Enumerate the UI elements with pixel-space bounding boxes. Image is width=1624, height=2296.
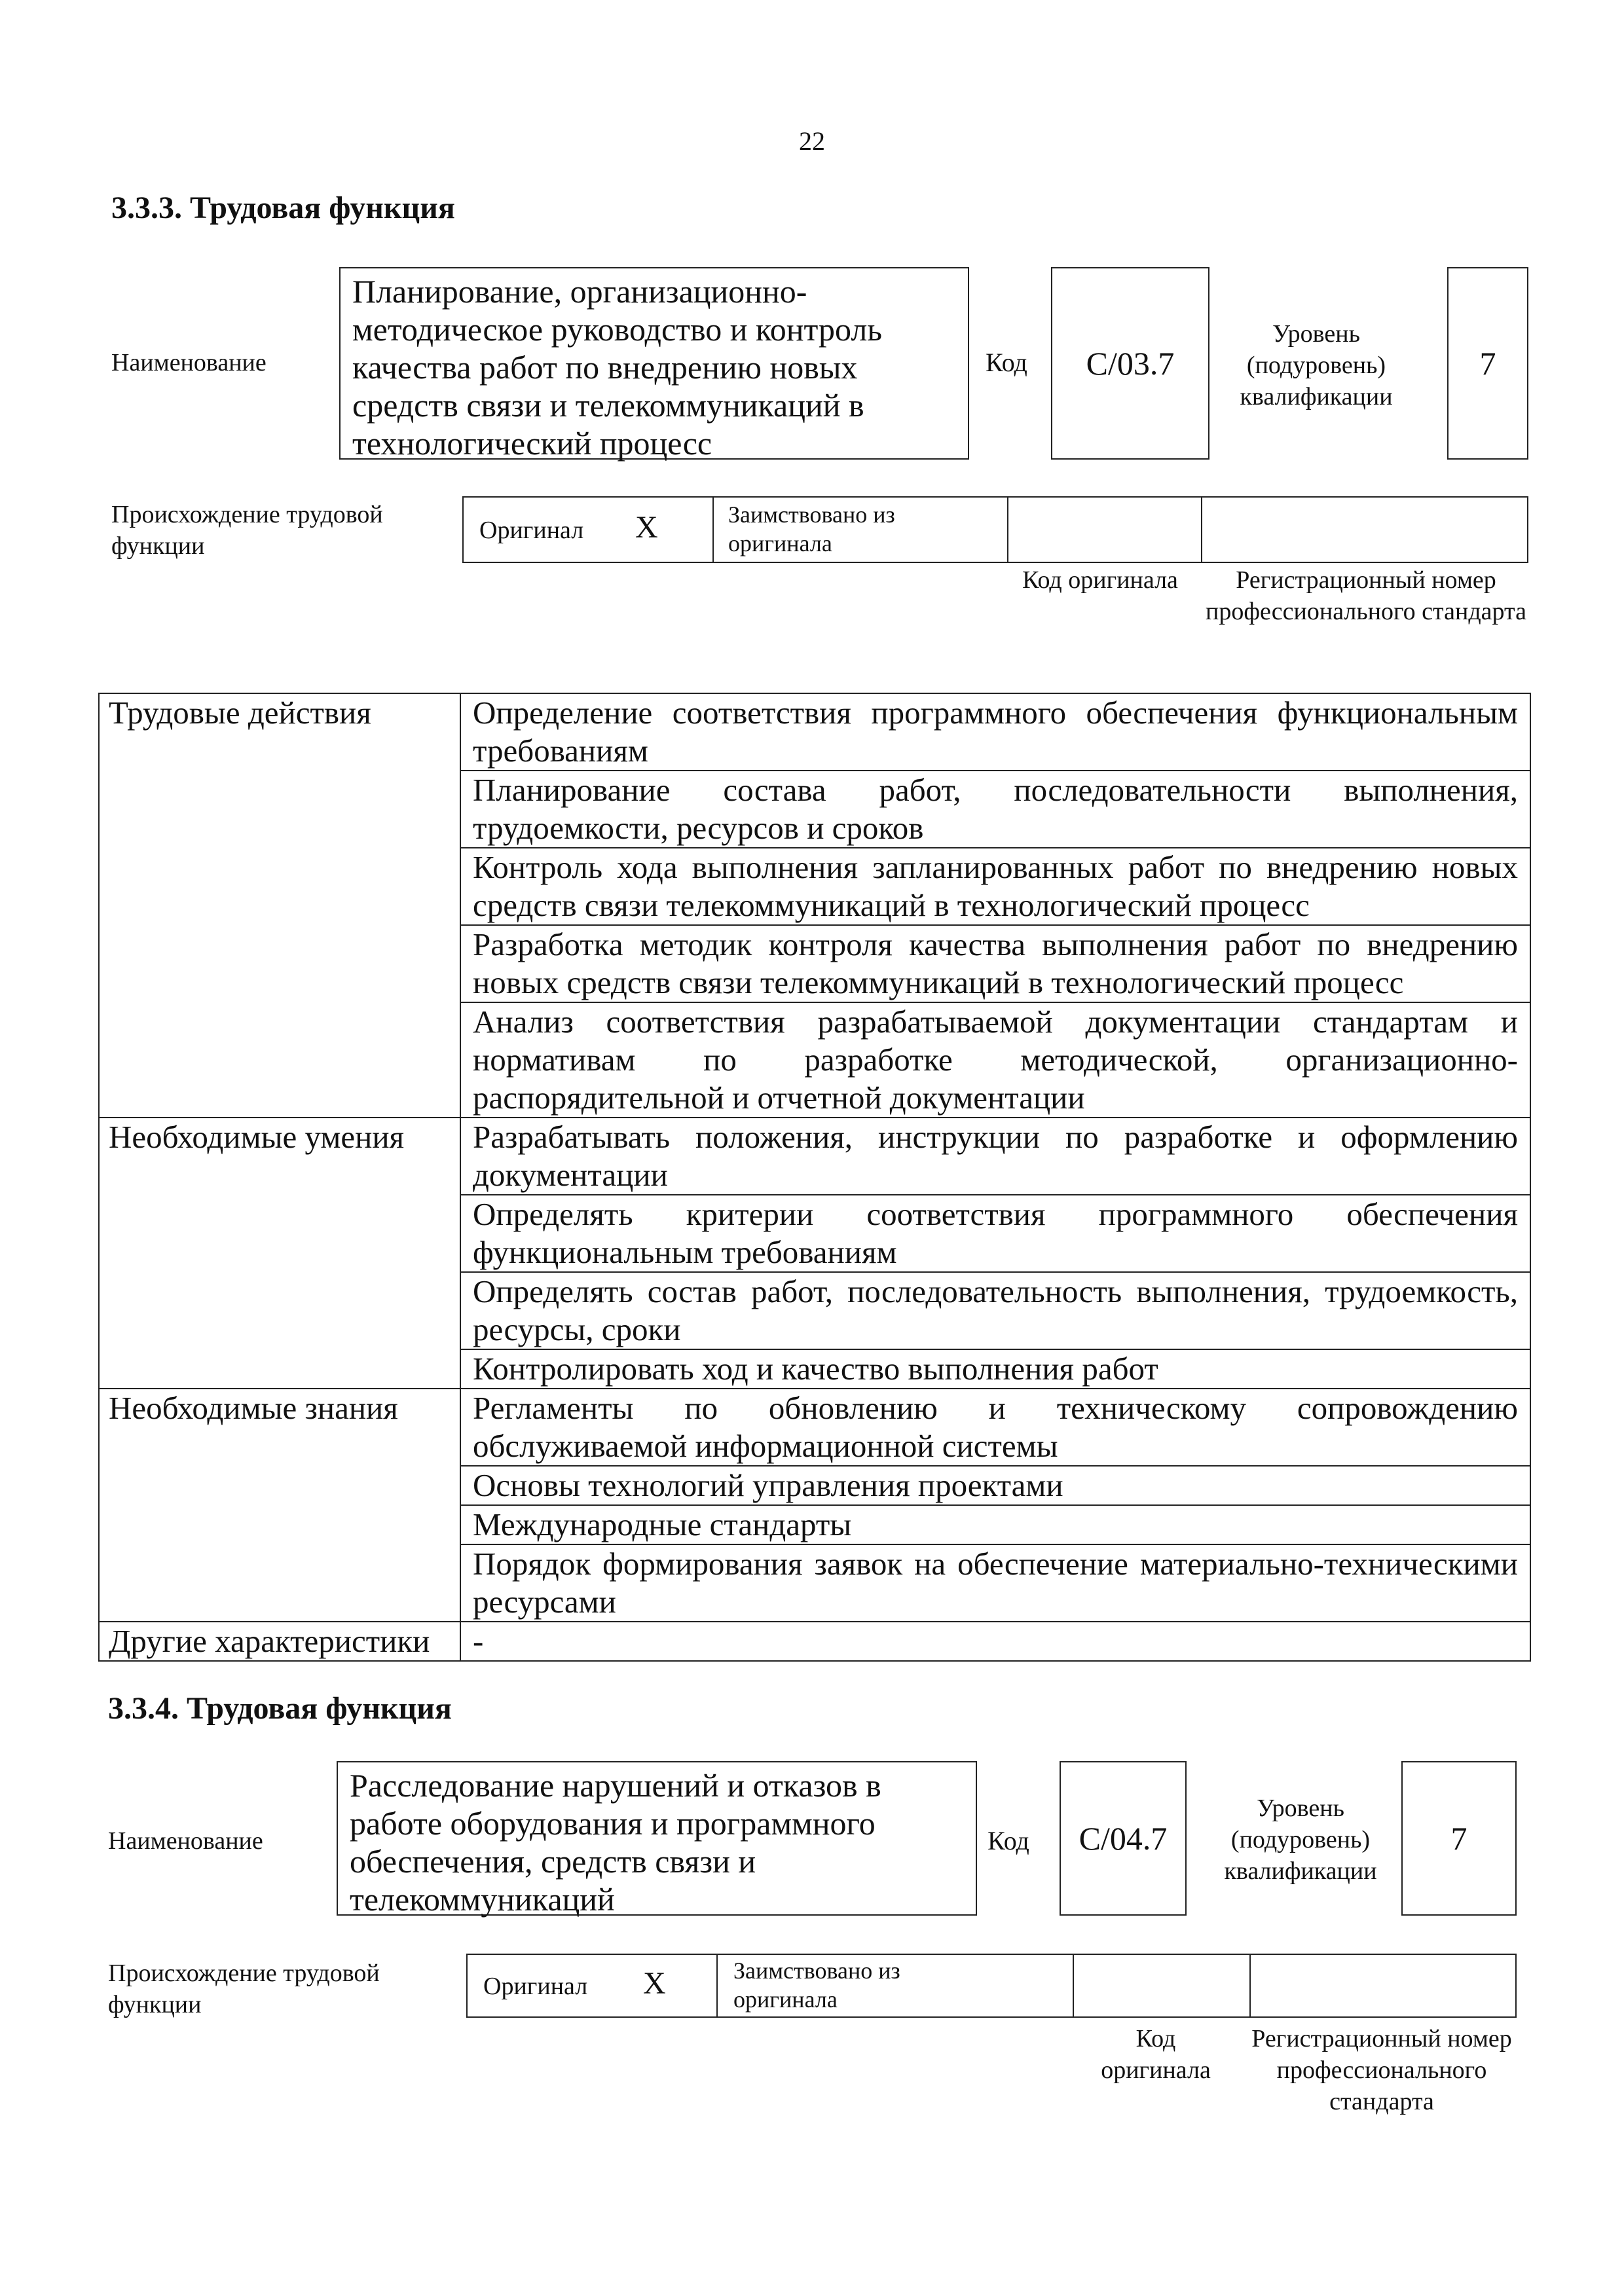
level-label: Уровень (подуровень) квалификации	[1224, 1795, 1377, 1885]
qualification-level: 7	[1447, 267, 1528, 460]
origin-original-label: Оригинал	[479, 517, 584, 544]
table-cell: Международные стандарты	[460, 1505, 1530, 1544]
table-row	[99, 1622, 1530, 1661]
skills-label: Необходимые умения	[99, 1118, 460, 1389]
caption-code-original: Код оригинала	[1101, 2025, 1211, 2084]
origin-code-cell	[1074, 1955, 1251, 2016]
origin-original-cell	[464, 498, 714, 562]
table-cell: Разрабатывать положения, инструкции по разработке и оформлению документации	[460, 1118, 1530, 1195]
name-label: Наименование	[108, 1827, 263, 1855]
table-cell: Порядок формирования заявок на обеспечение материально-техническими ресурсами	[460, 1544, 1530, 1622]
table-cell: Регламенты по обновлению и техническому сопровождению обслуживаемой информационной системы	[460, 1389, 1530, 1466]
origin-label: Происхождение трудовой функции	[111, 501, 383, 560]
function-name: Расследование нарушений и отказов в работе оборудования и программного обеспечения, средств связи и телекоммуникаций	[337, 1761, 977, 1916]
table-cell: -	[460, 1622, 1530, 1661]
qualification-level: 7	[1401, 1761, 1517, 1916]
origin-original-cell	[468, 1955, 718, 2016]
section-heading: 3.3.4. Трудовая функция	[108, 1691, 452, 1726]
origin-table	[462, 496, 1528, 563]
origin-borrowed-cell	[718, 1955, 1074, 2016]
table-cell: Определять состав работ, последовательность выполнения, трудоемкость, ресурсы, сроки	[460, 1272, 1530, 1349]
labor-function-table	[98, 693, 1531, 1662]
origin-reg-cell	[1202, 498, 1527, 562]
origin-code-cell	[1008, 498, 1202, 562]
origin-table	[466, 1954, 1517, 2018]
labor-actions-label: Трудовые действия	[99, 693, 460, 1118]
origin-original-label: Оригинал	[483, 1973, 588, 2000]
caption-reg-number: Регистрационный номер профессионального стандарта	[1206, 566, 1526, 625]
code-label: Код	[987, 1826, 1029, 1855]
table-cell: Основы технологий управления проектами	[460, 1466, 1530, 1505]
table-cell: Определение соответствия программного обеспечения функциональным требованиям	[460, 693, 1530, 771]
function-name: Планирование, организационно-методическое руководство и контроль качества работ по внедрению новых средств связи и телекоммуникаций в технологический процесс	[339, 267, 969, 460]
table-cell: Планирование состава работ, последовательности выполнения, трудоемкости, ресурсов и сроков	[460, 771, 1530, 848]
table-cell: Анализ соответствия разрабатываемой документации стандартам и нормативам по разработке методической, организационно-распорядительной и отчетной документации	[460, 1002, 1530, 1118]
origin-borrowed-label: Заимствовано из оригинала	[728, 501, 895, 556]
page-number: 22	[799, 126, 825, 156]
other-label: Другие характеристики	[99, 1622, 460, 1661]
code-label: Код	[986, 348, 1027, 377]
knowledge-label: Необходимые знания	[99, 1389, 460, 1622]
table-cell: Разработка методик контроля качества выполнения работ по внедрению новых средств связи телекоммуникаций в технологический процесс	[460, 925, 1530, 1002]
origin-borrowed-label: Заимствовано из оригинала	[733, 1958, 900, 2013]
caption-reg-number: Регистрационный номер профессионального стандарта	[1251, 2025, 1512, 2115]
origin-mark: X	[643, 1966, 666, 2001]
level-label: Уровень (подуровень) квалификации	[1240, 320, 1393, 410]
table-row	[99, 1389, 1530, 1466]
table-row	[99, 1118, 1530, 1195]
origin-reg-cell	[1251, 1955, 1515, 2016]
table-row	[99, 693, 1530, 771]
name-label: Наименование	[111, 349, 267, 376]
caption-code-original: Код оригинала	[1022, 566, 1178, 594]
function-code: С/04.7	[1060, 1761, 1187, 1916]
function-code: С/03.7	[1051, 267, 1209, 460]
section-heading: 3.3.3. Трудовая функция	[111, 191, 455, 225]
origin-label: Происхождение трудовой функции	[108, 1959, 380, 2018]
origin-borrowed-cell	[714, 498, 1008, 562]
table-cell: Контроль хода выполнения запланированных работ по внедрению новых средств связи телекоммуникаций в технологический процесс	[460, 848, 1530, 925]
table-cell: Определять критерии соответствия программного обеспечения функциональным требованиям	[460, 1195, 1530, 1272]
table-cell: Контролировать ход и качество выполнения работ	[460, 1349, 1530, 1389]
origin-mark: X	[635, 510, 658, 545]
